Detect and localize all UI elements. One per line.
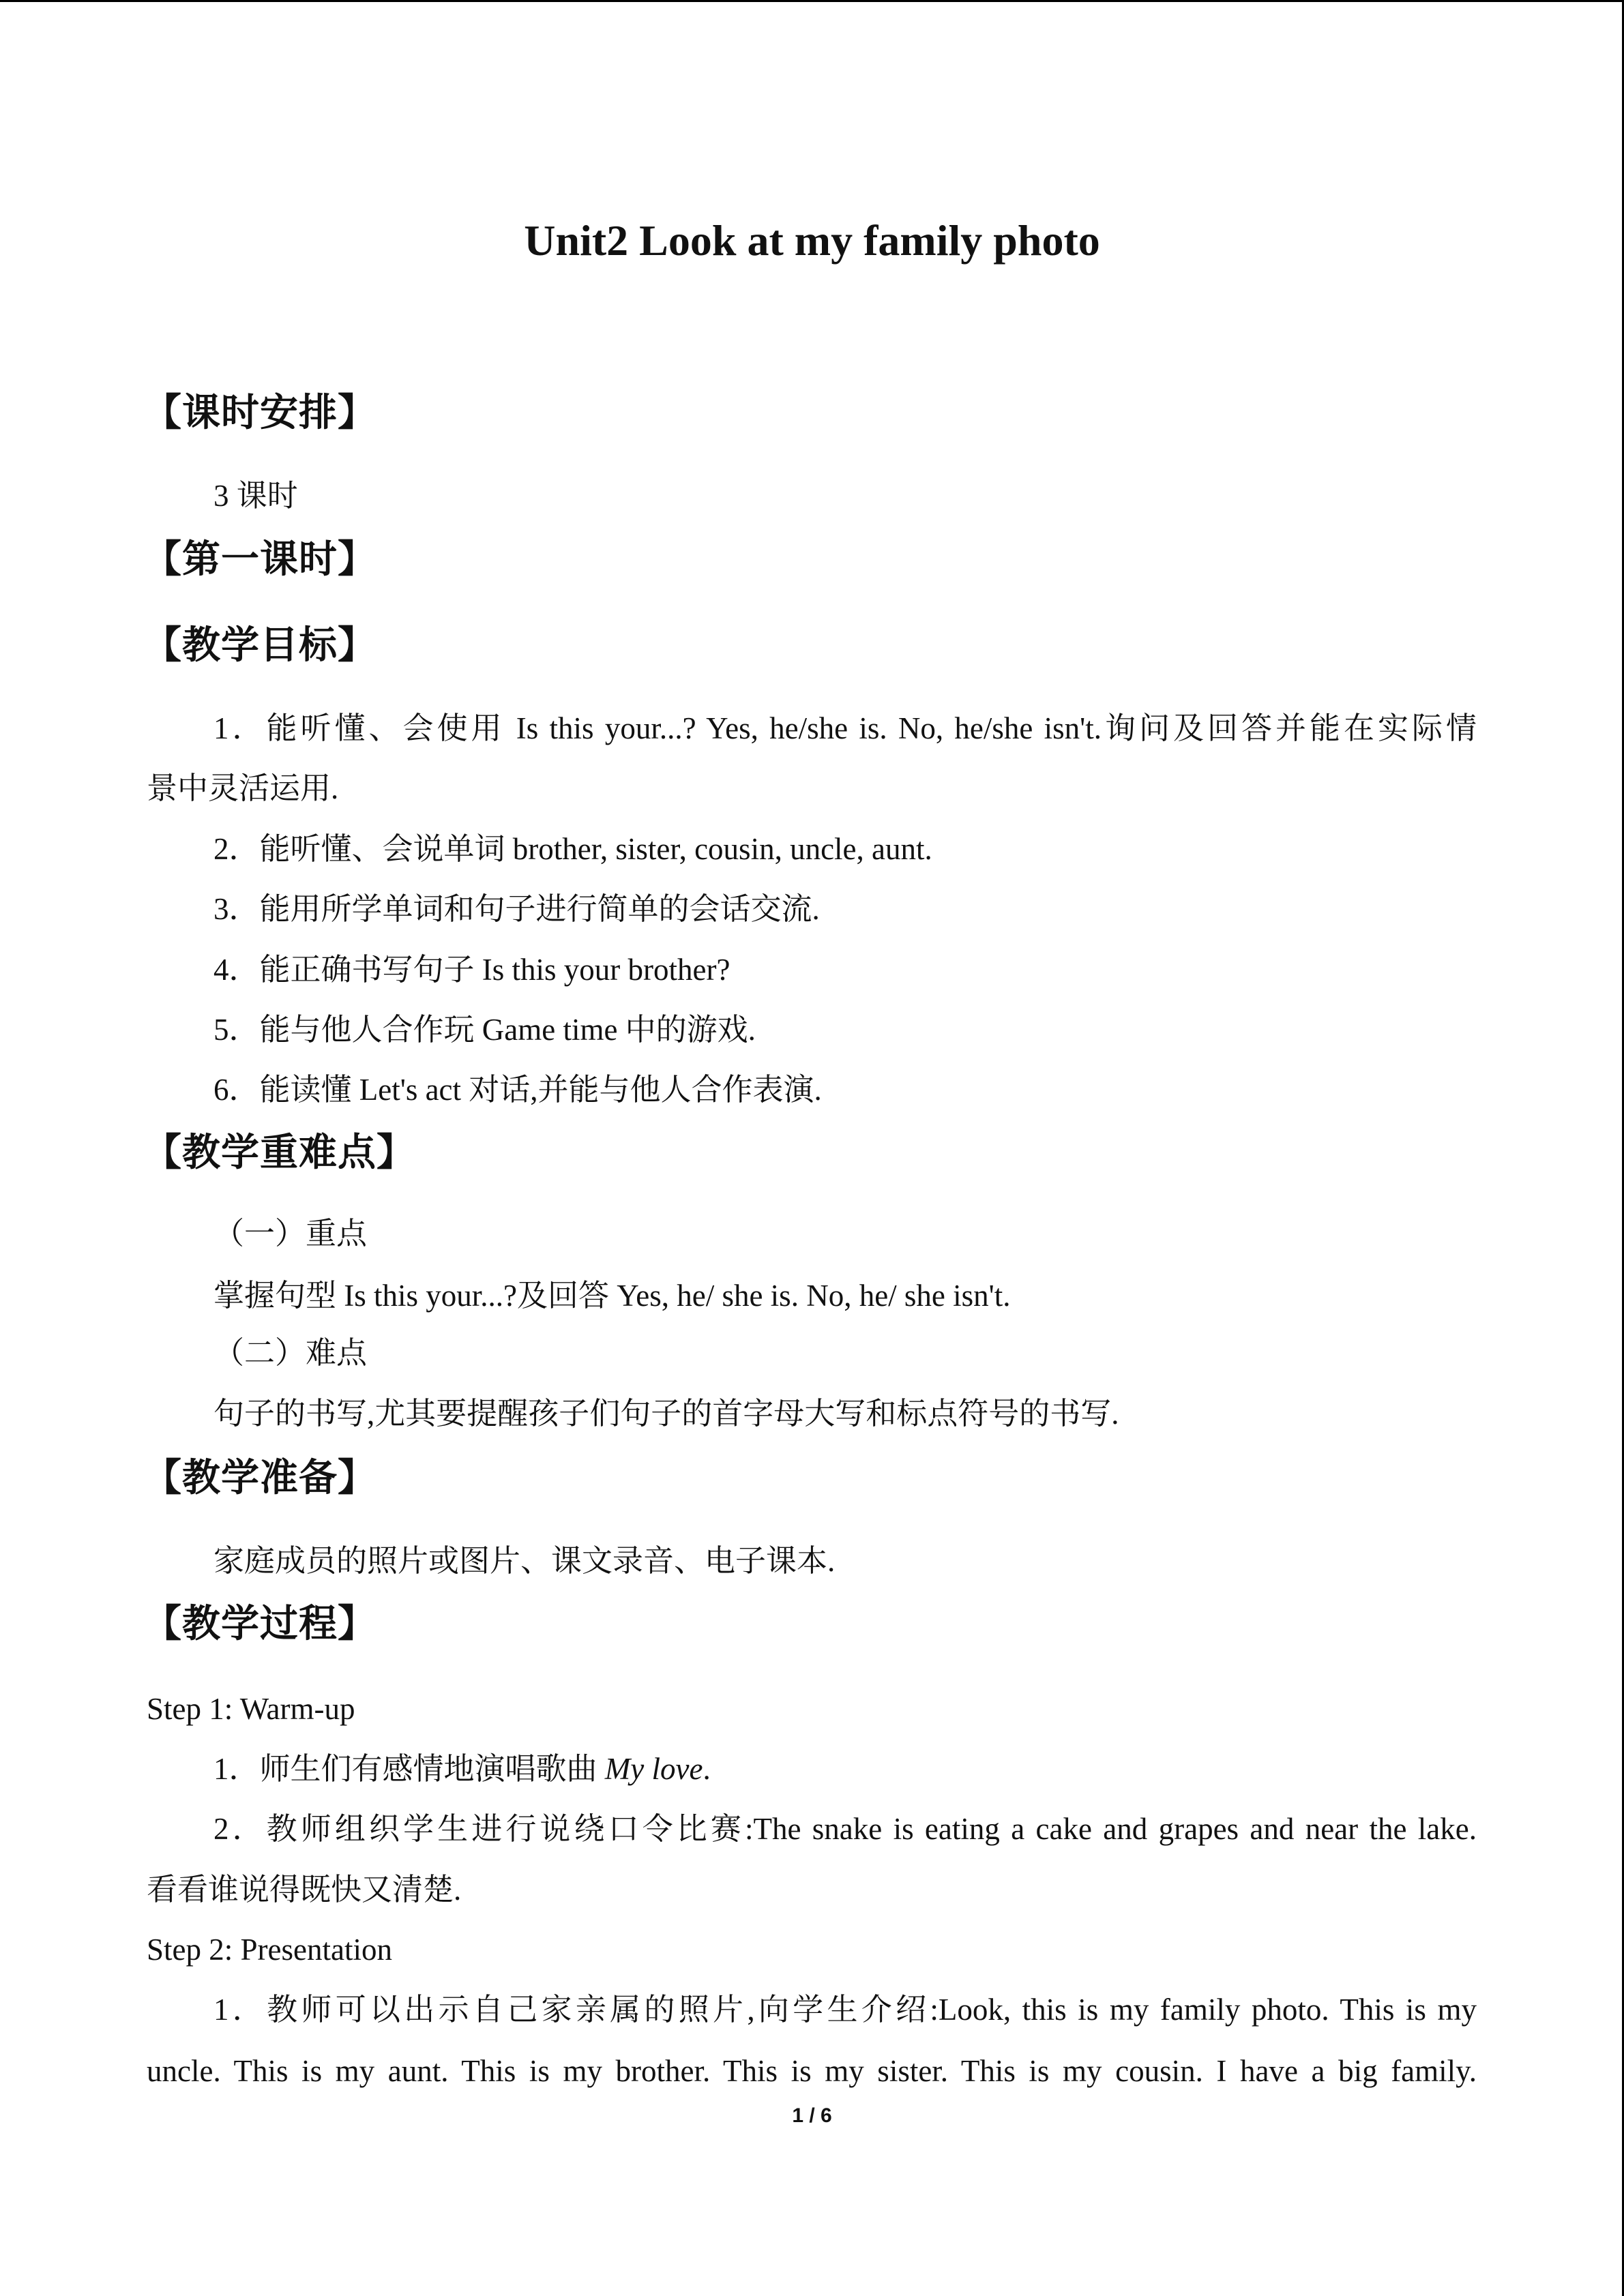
document-title: Unit2 Look at my family photo (524, 216, 1100, 265)
step-1-item-2-line-2: 看看谁说得既快又清楚. (147, 1873, 462, 1907)
step-1-item-1 (213, 1750, 711, 1787)
step-1-item-1-suffix: . (703, 1752, 711, 1786)
step-1-title: Step 1: Warm-up (147, 1692, 355, 1726)
section-heading-key-points: 【教学重难点】 (143, 1132, 415, 1174)
step-2-item-1-line-1: 1．教师可以出示自己家亲属的照片,向学生介绍:Look, this is my family photo. This is my (213, 1993, 1477, 2027)
section-heading-lesson-one: 【第一课时】 (143, 539, 377, 581)
section-heading-schedule: 【课时安排】 (143, 392, 377, 434)
section-heading-preparation: 【教学准备】 (143, 1457, 377, 1500)
focus-label: （一）重点 (213, 1217, 368, 1251)
objective-item-3: 3．能用所学单词和句子进行简单的会话交流. (213, 892, 820, 926)
song-title: My love (604, 1752, 703, 1786)
difficulty-label: （二）难点 (213, 1336, 368, 1370)
objective-item-1-line-2: 景中灵活运用. (147, 771, 339, 805)
preparation-content: 家庭成员的照片或图片、课文录音、电子课本. (213, 1544, 836, 1578)
section-heading-process: 【教学过程】 (143, 1603, 377, 1645)
section-heading-objectives: 【教学目标】 (143, 625, 377, 667)
step-2-item-1-line-2: uncle. This is my aunt. This is my brother. This is my sister. This is my cousin. I have a big family. (147, 2054, 1477, 2088)
step-2-title: Step 2: Presentation (147, 1933, 392, 1967)
objective-item-4: 4．能正确书写句子 Is this your brother? (213, 953, 730, 987)
page-top-border (0, 0, 1624, 2)
objective-item-1-line-1: 1．能听懂、会使用 Is this your...? Yes, he/she is. No, he/she isn't.询问及回答并能在实际情 (213, 711, 1477, 745)
objective-item-5: 5．能与他人合作玩 Game time 中的游戏. (213, 1013, 756, 1047)
focus-text: 掌握句型 Is this your...?及回答 Yes, he/ she is. No, he/ she isn't. (213, 1279, 1011, 1313)
step-1-item-1-prefix: 1．师生们有感情地演唱歌曲 (213, 1752, 605, 1786)
schedule-content: 3 课时 (213, 479, 298, 513)
objective-item-2: 2．能听懂、会说单词 brother, sister, cousin, uncle, aunt. (213, 832, 932, 866)
objective-item-6: 6．能读懂 Let's act 对话,并能与他人合作表演. (213, 1073, 822, 1107)
step-1-item-2-line-1: 2．教师组织学生进行说绕口令比赛:The snake is eating a cake and grapes and near the lake. (213, 1812, 1477, 1846)
page-number: 1 / 6 (792, 2104, 832, 2127)
difficulty-text: 句子的书写,尤其要提醒孩子们句子的首字母大写和标点符号的书写. (213, 1397, 1119, 1431)
